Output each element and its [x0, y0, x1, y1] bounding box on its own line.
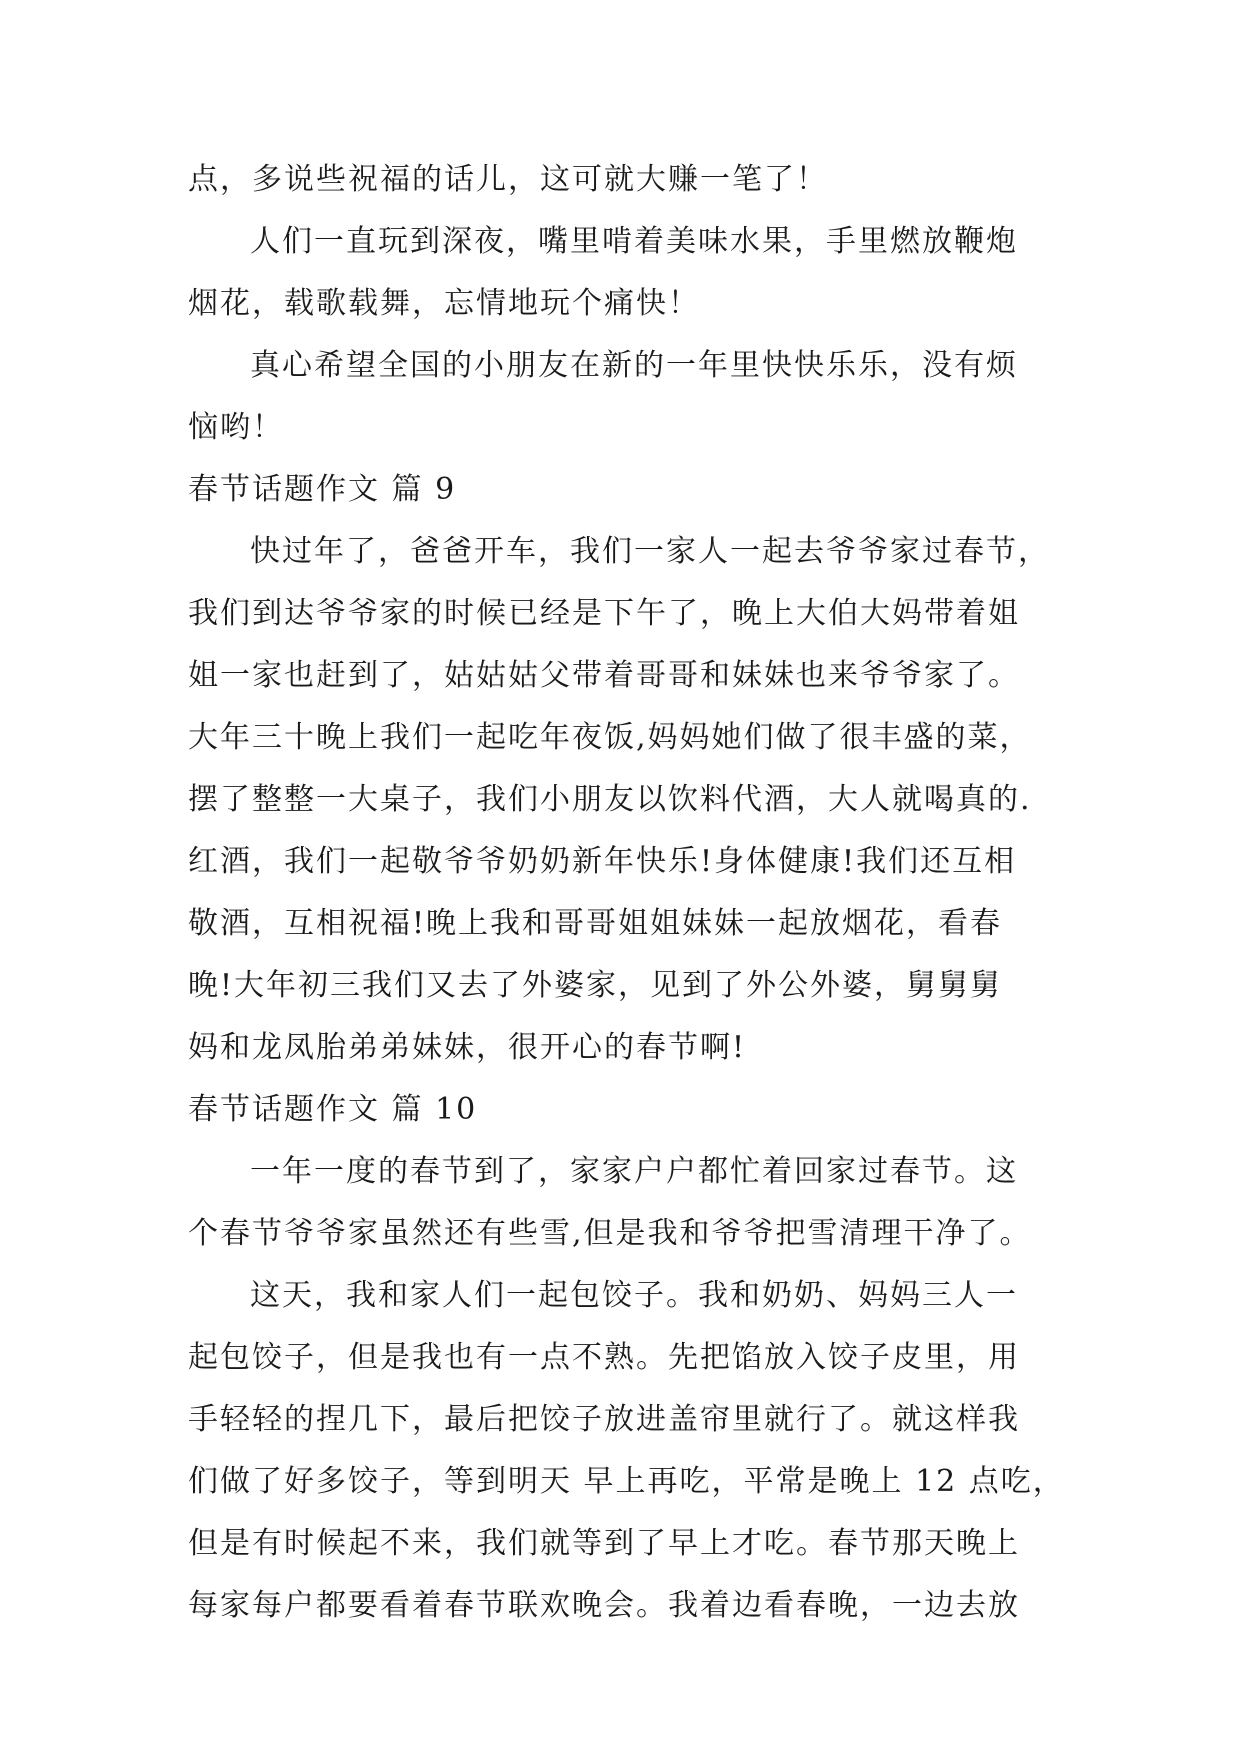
- text-line: 姐一家也赶到了，姑姑姑父带着哥哥和妹妹也来爷爷家了。: [188, 658, 1020, 693]
- text-line: 个春节爷爷家虽然还有些雪,但是我和爷爷把雪清理干净了。: [188, 1216, 1032, 1251]
- text-line: 起包饺子，但是我也有一点不熟。先把馅放入饺子皮里，用: [188, 1340, 1020, 1375]
- text-line: 但是有时候起不来，我们就等到了早上才吃。春节那天晚上: [188, 1526, 1020, 1561]
- text-line: 手轻轻的捏几下，最后把饺子放进盖帘里就行了。就这样我: [188, 1402, 1020, 1437]
- text-line: 恼哟！: [188, 410, 284, 445]
- text-line: 真心希望全国的小朋友在新的一年里快快乐乐，没有烦: [250, 348, 1018, 383]
- text-line: 点，多说些祝福的话儿，这可就大赚一笔了！: [188, 162, 828, 197]
- text-line: 一年一度的春节到了，家家户户都忙着回家过春节。这: [250, 1154, 1018, 1189]
- text-line: 敬酒，互相祝福!晚上我和哥哥姐姐妹妹一起放烟花，看春: [188, 906, 1003, 941]
- text-line: 摆了整整一大桌子，我们小朋友以饮料代酒，大人就喝真的.: [188, 782, 1032, 817]
- text-line: 红酒，我们一起敬爷爷奶奶新年快乐!身体健康!我们还互相: [188, 844, 1017, 879]
- text-line: 每家每户都要看着春节联欢晚会。我着边看春晚，一边去放: [188, 1588, 1020, 1623]
- text-line: 人们一直玩到深夜，嘴里啃着美味水果，手里燃放鞭炮: [250, 224, 1018, 259]
- text-line: 我们到达爷爷家的时候已经是下午了，晚上大伯大妈带着姐: [188, 596, 1020, 631]
- section-heading: 春节话题作文 篇 9: [188, 472, 457, 507]
- section-heading: 春节话题作文 篇 10: [188, 1092, 478, 1127]
- text-line: 妈和龙凤胎弟弟妹妹，很开心的春节啊!: [188, 1030, 747, 1065]
- text-line: 快过年了，爸爸开车，我们一家人一起去爷爷家过春节，: [250, 534, 1050, 569]
- text-line: 们做了好多饺子，等到明天 早上再吃，平常是晚上 12 点吃，: [188, 1464, 1065, 1499]
- text-line: 这天，我和家人们一起包饺子。我和奶奶、妈妈三人一: [250, 1278, 1018, 1313]
- text-line: 大年三十晚上我们一起吃年夜饭,妈妈她们做了很丰盛的菜，: [188, 720, 1032, 755]
- text-line: 烟花，载歌载舞，忘情地玩个痛快！: [188, 286, 700, 321]
- text-line: 晚!大年初三我们又去了外婆家，见到了外公外婆，舅舅舅: [188, 968, 1003, 1003]
